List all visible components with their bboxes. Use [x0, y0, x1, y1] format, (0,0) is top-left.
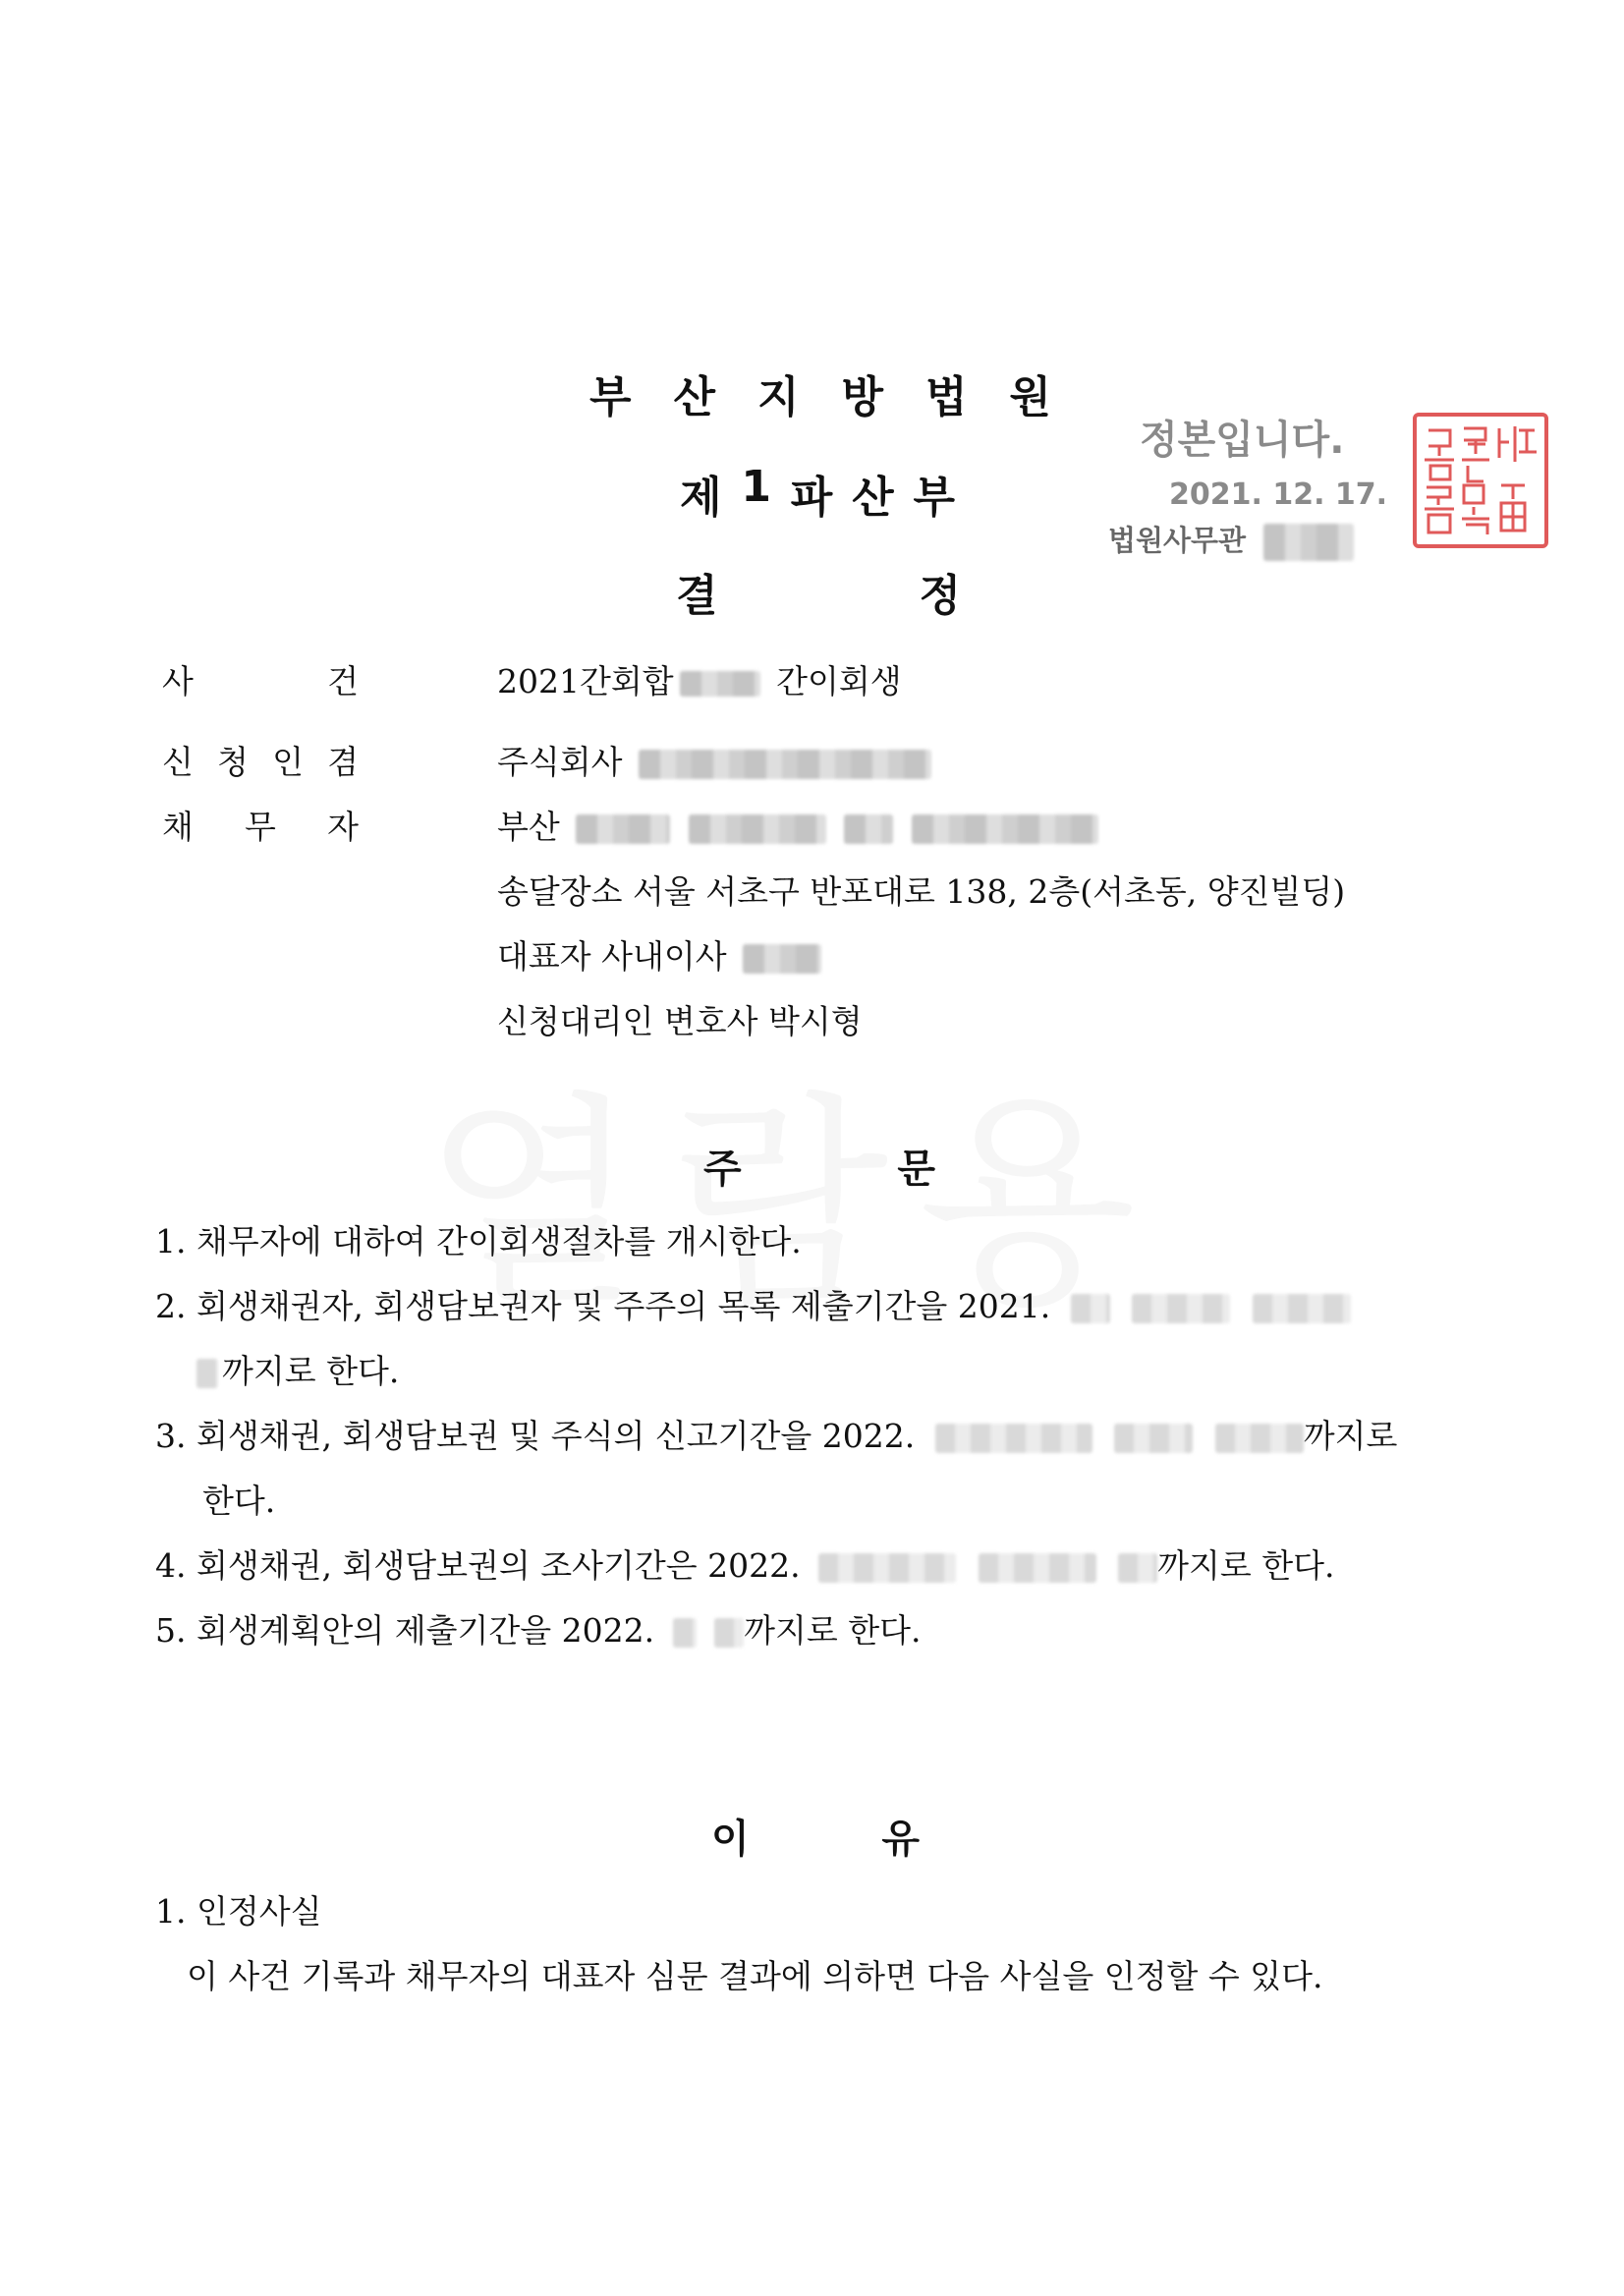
order-item-4-text: 4. 회생채권, 회생담보권의 조사기간은 2022. [155, 1546, 801, 1585]
redacted-address [689, 814, 826, 844]
debtor-label-char: 자 [327, 808, 359, 846]
redacted-date [979, 1553, 1096, 1583]
division-char: 1 [741, 462, 771, 512]
order-item-2 [155, 1287, 1351, 1326]
legal-agent: 신청대리인 변호사 박시형 [497, 1002, 863, 1040]
debtor-address [497, 808, 1098, 847]
order-item-3-continued: 한다. [202, 1482, 276, 1520]
reason-paragraph-1: 이 사건 기록과 채무자의 대표자 심문 결과에 의하면 다음 사실을 인정할 수 있다. [187, 1957, 1323, 1995]
order-heading [703, 1138, 935, 1194]
representative [497, 937, 821, 977]
redacted-date [196, 1359, 218, 1388]
seal-icon [1417, 417, 1544, 544]
redacted-address [844, 814, 893, 844]
division-char: 파 [790, 473, 833, 523]
order-item-5-text: 5. 회생계획안의 제출기간을 2022. [155, 1611, 655, 1650]
order-item-3-ending: 까지로 [1303, 1417, 1398, 1455]
order-heading-char: 문 [897, 1147, 935, 1192]
applicant-label [162, 743, 359, 782]
case-label [162, 662, 359, 701]
certified-copy-text: 정본입니다. [1140, 418, 1345, 463]
document-type [676, 560, 961, 623]
officer-title-text: 법원사무관 [1108, 524, 1247, 557]
court-char: 산 [673, 372, 715, 422]
applicant-label-char: 인 [272, 743, 304, 781]
division-char: 부 [913, 473, 955, 523]
court-seal-stamp [1413, 413, 1548, 548]
order-item-2-text: 2. 회생채권자, 회생담보권자 및 주주의 목록 제출기간을 2021. [155, 1287, 1051, 1325]
division-name [680, 462, 955, 525]
debtor-label-char: 무 [245, 808, 276, 846]
redacted-date [1132, 1294, 1230, 1323]
order-item-3 [155, 1417, 1397, 1456]
order-heading-char: 주 [703, 1147, 742, 1192]
reason-heading-char: 이 [711, 1817, 750, 1862]
redacted-officer-name [1263, 524, 1354, 561]
redacted-address [576, 814, 670, 844]
redacted-date [1253, 1294, 1351, 1323]
order-item-5-ending: 까지로 한다. [744, 1611, 922, 1650]
debtor-label-char: 채 [162, 808, 194, 846]
order-item-4 [155, 1546, 1334, 1586]
applicant-label-char: 청 [217, 743, 249, 781]
reason-heading [711, 1808, 920, 1864]
applicant-company-type: 주식회사 [497, 743, 623, 781]
reason-subheading-1: 1. 인정사실 [155, 1892, 322, 1931]
redacted-date [1071, 1294, 1110, 1323]
delivery-address: 송달장소 서울 서초구 반포대로 138, 2층(서초동, 양진빌딩) [497, 872, 1346, 911]
debtor-label [162, 808, 359, 847]
redacted-date [818, 1553, 956, 1583]
reason-heading-char: 유 [881, 1817, 920, 1862]
redacted-date [1118, 1553, 1157, 1583]
representative-title: 대표자 사내이사 [497, 937, 727, 976]
court-char: 지 [756, 372, 800, 422]
order-item-4-ending: 까지로 한다. [1157, 1546, 1335, 1585]
case-label-char: 건 [327, 662, 359, 700]
court-char: 부 [589, 372, 632, 422]
division-char: 제 [680, 473, 722, 523]
order-item-5 [155, 1611, 921, 1651]
case-number [497, 662, 902, 701]
redacted-case-number [680, 671, 760, 697]
doc-type-char: 결 [676, 571, 718, 621]
court-char: 원 [1009, 372, 1051, 422]
order-item-3-text: 3. 회생채권, 회생담보권 및 주식의 신고기간을 2022. [155, 1417, 916, 1455]
court-char: 방 [841, 372, 883, 422]
division-char: 산 [852, 473, 894, 523]
redacted-date [673, 1618, 697, 1648]
order-item-1: 1. 채무자에 대하여 간이회생절차를 개시한다. [155, 1222, 802, 1260]
redacted-address [912, 814, 1098, 844]
certification-date: 2021. 12. 17. [1169, 477, 1388, 512]
debtor-address-city: 부산 [497, 808, 560, 846]
case-type: 간이회생 [776, 662, 902, 700]
case-label-char: 사 [162, 662, 194, 700]
applicant-name [497, 743, 931, 782]
case-number-prefix: 2021간회합 [497, 662, 674, 700]
court-name [589, 362, 1051, 424]
applicant-label-char: 신 [162, 743, 194, 781]
redacted-representative-name [743, 944, 821, 974]
redacted-date [1215, 1424, 1304, 1453]
order-item-2-ending: 까지로 한다. [222, 1352, 400, 1390]
court-char: 법 [924, 372, 968, 422]
redacted-company-name [639, 750, 931, 779]
court-officer-title [1108, 519, 1354, 561]
redacted-date [1114, 1424, 1193, 1453]
applicant-label-char: 겸 [327, 743, 359, 781]
doc-type-char: 정 [919, 571, 961, 621]
order-item-2-continued [196, 1352, 399, 1391]
redacted-date [935, 1424, 1092, 1453]
redacted-date [714, 1618, 744, 1648]
